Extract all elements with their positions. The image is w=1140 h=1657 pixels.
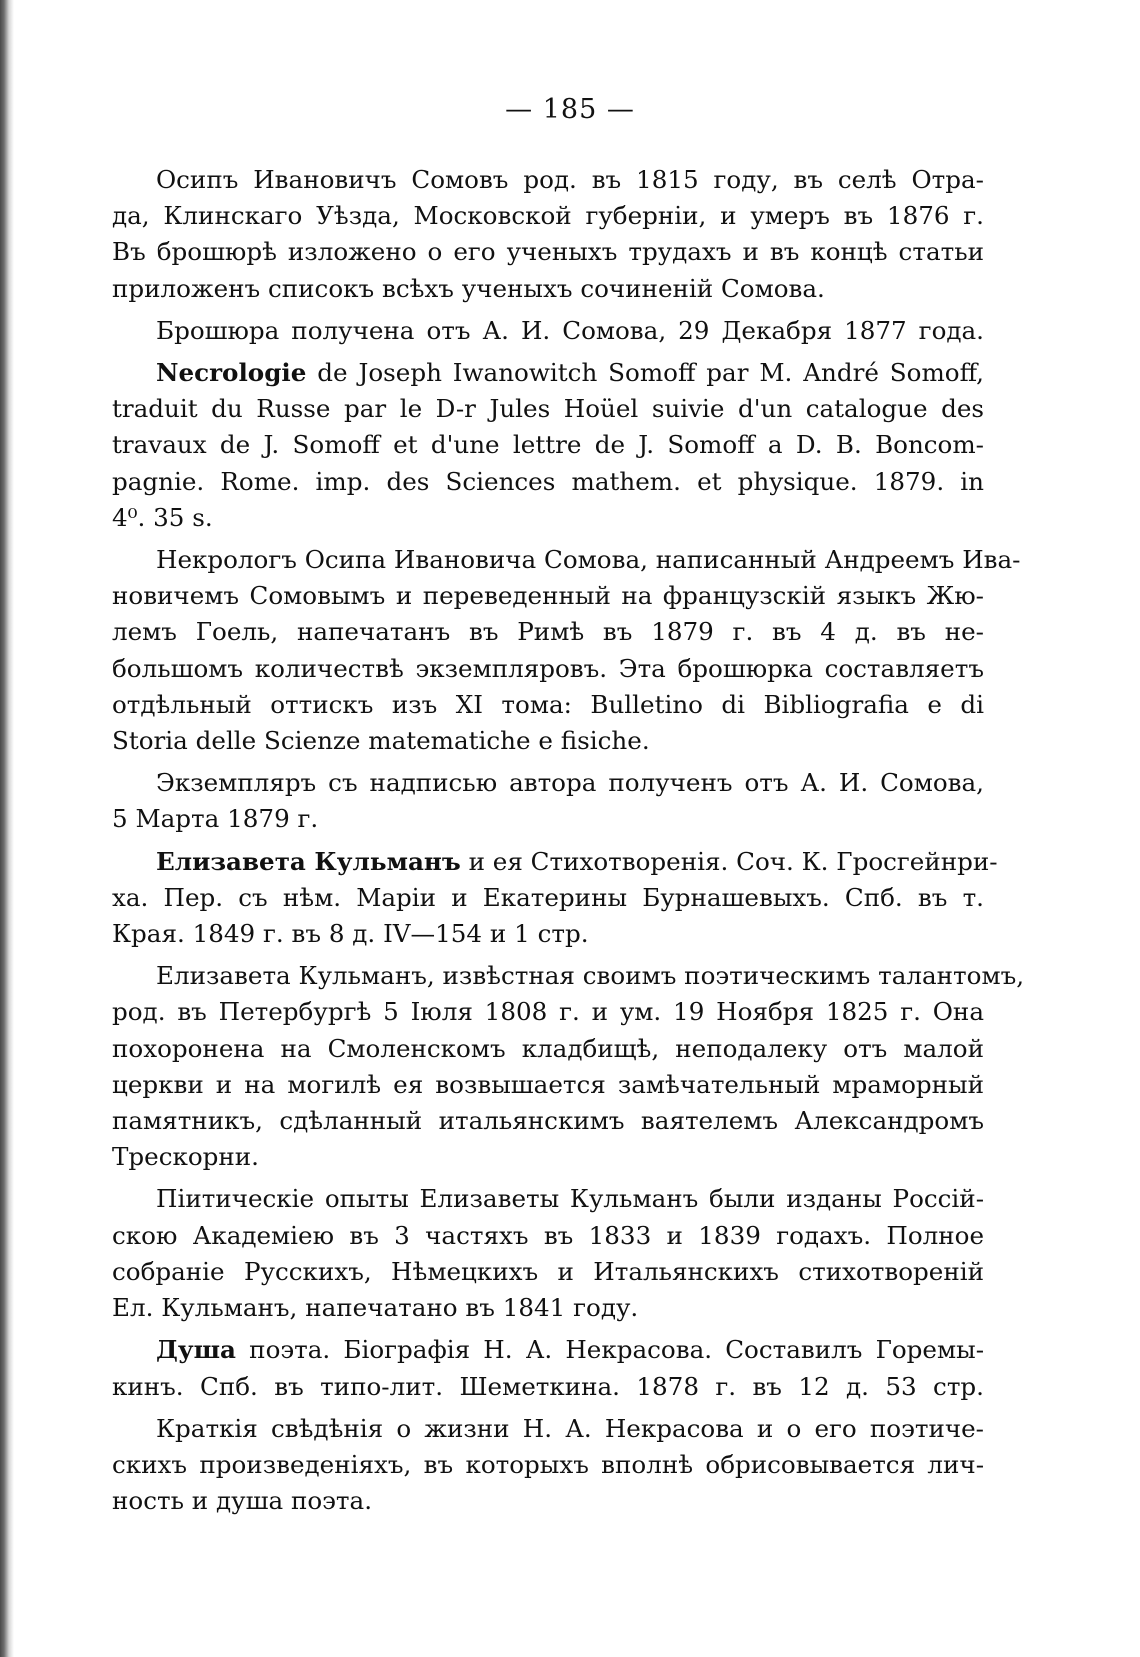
text-line: Ел. Кульманъ, напечатано въ 1841 году. <box>112 1293 639 1323</box>
text-line: похоронена на Смоленскомъ кладбищѣ, неподалеку отъ малой <box>112 1033 984 1063</box>
text-line <box>112 844 998 880</box>
text-line: Края. 1849 г. въ 8 д. IV—154 и 1 стр. <box>112 919 589 949</box>
text-line: Краткія свѣдѣнія о жизни Н. А. Некрасова и о его поэтиче- <box>156 1413 984 1443</box>
entry-title: Душа <box>156 1335 236 1365</box>
text-run: de Joseph Iwanowitch Somoff par M. André Somoff, <box>306 358 984 388</box>
text-line: Экземпляръ съ надписью автора полученъ отъ А. И. Сомова, <box>156 768 984 798</box>
text-line: Осипъ Ивановичъ Сомовъ род. въ 1815 году, въ селѣ Отра- <box>156 165 984 194</box>
text-line: ность и душа поэта. <box>112 1486 373 1516</box>
paragraph-kulman-bio <box>112 958 1025 1175</box>
text-line: скою Академіею въ 3 частяхъ въ 1833 и 1839 годахъ. Полное <box>112 1220 984 1250</box>
paragraph-kulman-publications <box>112 1181 984 1326</box>
paragraph-kulman-entry <box>112 844 998 953</box>
text-line: собраніе Русскихъ, Нѣмецкихъ и Итальянскихъ стихотвореній <box>112 1256 984 1286</box>
body-text <box>112 162 1025 1525</box>
paragraph-somov-bio <box>112 162 984 307</box>
text-line: ха. Пер. съ нѣм. Маріи и Екатерины Бурнашевыхъ. Спб. въ т. <box>112 882 984 912</box>
text-line: приложенъ списокъ всѣхъ ученыхъ сочиненій Сомова. <box>112 273 825 303</box>
text-line: pagnie. Rome. imp. des Sciences mathem. et physique. 1879. in <box>112 466 984 496</box>
text-line: Піитическіе опыты Елизаветы Кульманъ были изданы Россій- <box>156 1184 984 1214</box>
scan-page-edge <box>0 0 14 1657</box>
page-number: — 185 — <box>505 94 635 125</box>
text-line: скихъ произведеніяхъ, въ которыхъ вполнѣ обрисовывается лич- <box>112 1449 984 1479</box>
text-line: Storia delle Scienze matematiche e fisiche. <box>112 726 650 756</box>
text-line: церкви и на могилѣ ея возвышается замѣчательный мраморный <box>112 1069 984 1099</box>
paragraph-necrolog-description <box>112 542 1021 759</box>
text-line: Трескорни. <box>112 1142 259 1172</box>
text-line: род. въ Петербургѣ 5 Іюля 1808 г. и ум. 19 Ноября 1825 г. Она <box>112 997 984 1027</box>
text-line: Въ брошюрѣ изложено о его ученыхъ трудахъ и въ концѣ статьи <box>112 237 984 267</box>
text-line: 4⁰. 35 s. <box>112 502 213 532</box>
text-line <box>112 1332 984 1368</box>
text-run: и ея Стихотворенія. Соч. К. Гросгейнри- <box>460 846 998 876</box>
text-line: Брошюра получена отъ А. И. Сомова, 29 Декабря 1877 года. <box>156 315 984 345</box>
paragraph-nekrasov-description <box>112 1411 984 1520</box>
paragraph-necrologie-entry <box>112 355 984 536</box>
entry-title: Necrologie <box>156 358 307 388</box>
text-line: лемъ Гоель, напечатанъ въ Римѣ въ 1879 г. въ 4 д. въ не- <box>112 617 984 647</box>
text-run: поэта. Біографія Н. А. Некрасова. Составилъ Горемы- <box>235 1335 984 1365</box>
text-line: Некрологъ Осипа Ивановича Сомова, написанный Андреемъ Ива- <box>156 545 1021 575</box>
entry-title: Елизавета Кульманъ <box>156 846 461 876</box>
text-line: кинъ. Спб. въ типо-лит. Шеметкина. 1878 г. въ 12 д. 53 стр. <box>112 1371 984 1401</box>
text-line: новичемъ Сомовымъ и переведенный на французскій языкъ Жю- <box>112 581 984 611</box>
text-line: 5 Марта 1879 г. <box>112 804 319 834</box>
paragraph-nekrasov-entry <box>112 1332 984 1404</box>
text-line: travaux de J. Somoff et d'une lettre de J. Somoff a D. B. Boncom- <box>112 430 984 460</box>
text-line: Елизавета Кульманъ, извѣстная своимъ поэтическимъ талантомъ, <box>156 961 1025 991</box>
text-line: отдѣльный оттискъ изъ XI тома: Bulletino di Bibliografia e di <box>112 689 984 719</box>
text-line: памятникъ, сдѣланный итальянскимъ ваятелемъ Александромъ <box>112 1106 984 1136</box>
text-line: traduit du Russe par le D-r Jules Hoüel suivie d'un catalogue des <box>112 394 984 424</box>
text-line <box>112 355 984 391</box>
text-line: большомъ количествѣ экземпляровъ. Эта брошюрка составляетъ <box>112 653 984 683</box>
text-line: да, Клинскаго Уѣзда, Московской губерніи, и умеръ въ 1876 г. <box>112 201 984 231</box>
paragraph-copy-received <box>112 765 984 837</box>
paragraph-brochure-received <box>112 313 984 349</box>
